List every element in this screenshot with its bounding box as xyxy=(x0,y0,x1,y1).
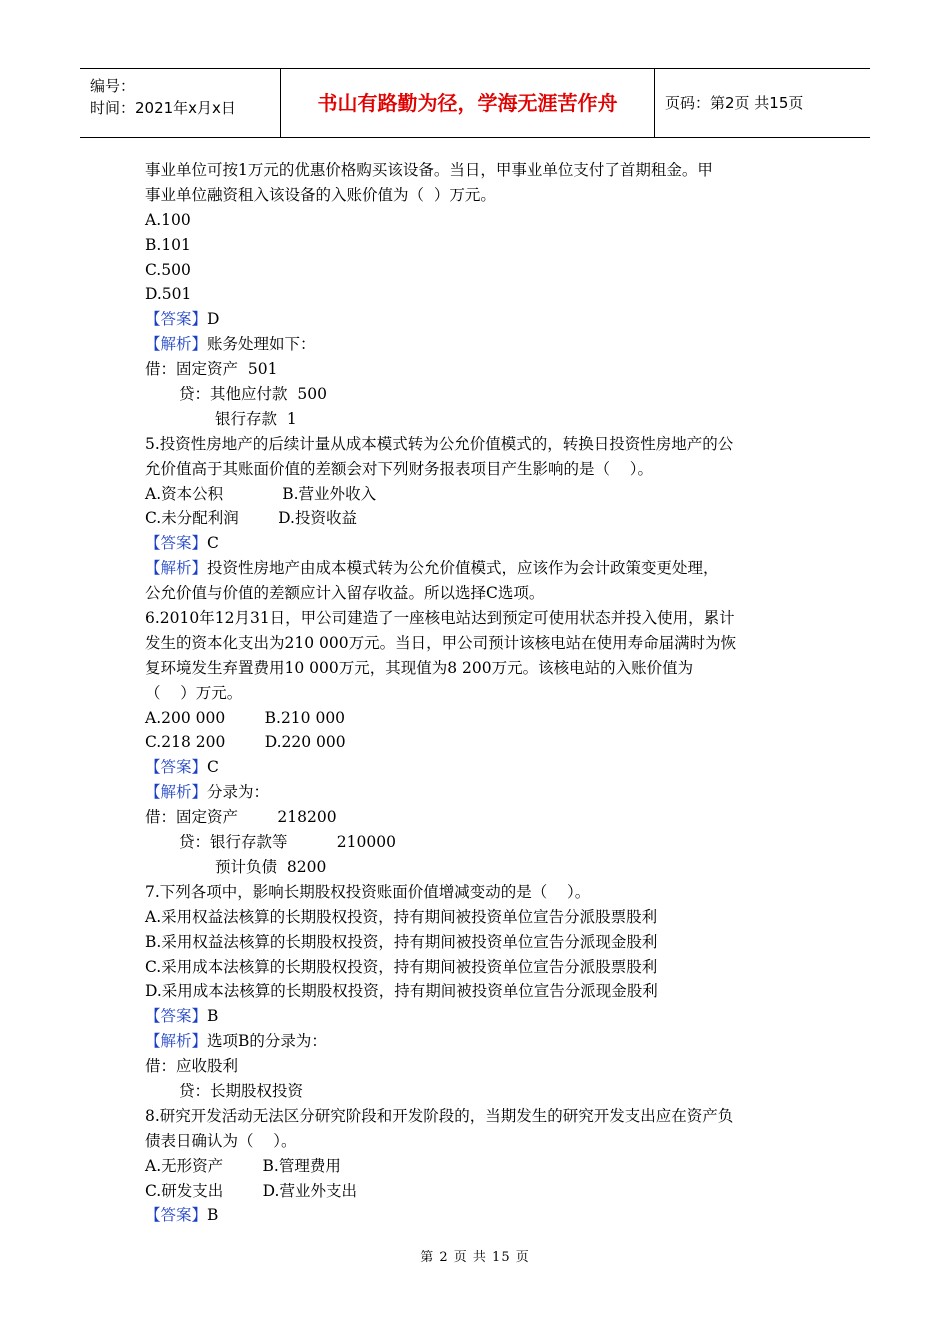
line-text: D.采用成本法核算的长期股权投资，持有期间被投资单位宣告分派现金股利 xyxy=(145,982,658,1001)
text-line xyxy=(145,1154,825,1179)
text-line xyxy=(145,606,825,631)
text-line xyxy=(145,880,825,905)
text-line xyxy=(145,382,825,407)
text-line xyxy=(145,581,825,606)
section-tag: 【答案】 xyxy=(145,1007,208,1026)
section-tag: 【解析】 xyxy=(145,335,208,354)
line-text: 5.投资性房地产的后续计量从成本模式转为公允价值模式的，转换日投资性房地产的公 xyxy=(145,434,734,453)
page-header xyxy=(80,68,870,138)
line-text: 事业单位融资租入该设备的入账价值为（ ）万元。 xyxy=(145,185,496,204)
text-line xyxy=(145,307,825,332)
line-text: D.501 xyxy=(145,285,192,304)
line-text: 借：固定资产 218200 xyxy=(145,808,337,827)
text-line xyxy=(145,556,825,581)
line-text: 7.下列各项中，影响长期股权投资账面价值增减变动的是（ ）。 xyxy=(145,882,591,901)
header-page-info: 页码：第2页 共15页 xyxy=(665,94,804,112)
line-text: A.采用权益法核算的长期股权投资，持有期间被投资单位宣告分派股票股利 xyxy=(145,907,658,926)
line-text: C.218 200 D.220 000 xyxy=(145,733,346,752)
text-line xyxy=(145,407,825,432)
line-text: C.500 xyxy=(145,260,191,279)
text-line xyxy=(145,780,825,805)
line-text: 6.2010年12月31日，甲公司建造了一座核电站达到预定可使用状态并投入使用，累计 xyxy=(145,609,735,628)
number-label: 编号： xyxy=(90,77,136,95)
text-line xyxy=(145,183,825,208)
line-text: B xyxy=(207,1007,219,1026)
line-text: 事业单位可按1万元的优惠价格购买该设备。当日，甲事业单位支付了首期租金。甲 xyxy=(145,161,713,179)
document-body xyxy=(145,158,825,1228)
line-text: 分录为： xyxy=(207,783,270,802)
text-line xyxy=(145,805,825,830)
text-line xyxy=(145,1203,825,1228)
text-line xyxy=(145,955,825,980)
text-line xyxy=(145,855,825,880)
line-text: C.采用成本法核算的长期股权投资，持有期间被投资单位宣告分派股票股利 xyxy=(145,957,658,976)
text-line xyxy=(145,457,825,482)
text-line xyxy=(145,656,825,681)
header-meta xyxy=(80,69,281,137)
line-text: 账务处理如下： xyxy=(207,335,316,354)
section-tag: 【解析】 xyxy=(145,559,208,578)
text-line xyxy=(145,432,825,457)
header-motto: 书山有路勤为径，学海无涯苦作舟 xyxy=(281,69,655,137)
text-line xyxy=(145,208,825,233)
text-line xyxy=(145,1129,825,1154)
text-line xyxy=(145,1029,825,1054)
line-text: C xyxy=(207,534,219,553)
line-text: C xyxy=(207,758,219,777)
line-text: 债表日确认为（ ）。 xyxy=(145,1131,297,1150)
line-text: D xyxy=(207,310,220,329)
line-text: B.101 xyxy=(145,235,191,254)
text-line xyxy=(145,482,825,507)
line-text: 借：应收股利 xyxy=(145,1057,239,1076)
line-text: （ ）万元。 xyxy=(145,683,243,702)
line-text: B xyxy=(207,1206,219,1225)
text-line xyxy=(145,681,825,706)
section-tag: 【答案】 xyxy=(145,534,208,553)
text-line xyxy=(145,706,825,731)
text-line xyxy=(145,506,825,531)
text-line xyxy=(145,830,825,855)
text-line xyxy=(145,930,825,955)
section-tag: 【解析】 xyxy=(145,783,208,802)
text-line xyxy=(145,233,825,258)
line-text: C.未分配利润 D.投资收益 xyxy=(145,509,357,528)
text-line xyxy=(145,282,825,307)
line-text: 贷：长期股权投资 xyxy=(179,1081,304,1100)
text-line xyxy=(145,332,825,357)
section-tag: 【答案】 xyxy=(145,310,208,329)
text-line xyxy=(145,357,825,382)
line-text: 选项B的分录为： xyxy=(207,1032,327,1051)
text-line xyxy=(145,755,825,780)
text-line xyxy=(145,730,825,755)
section-tag: 【解析】 xyxy=(145,1032,208,1051)
text-line xyxy=(145,1079,825,1104)
line-text: C.研发支出 D.营业外支出 xyxy=(145,1181,357,1200)
line-text: 银行存款 1 xyxy=(215,409,297,428)
text-line xyxy=(145,631,825,656)
text-line xyxy=(145,905,825,930)
text-line xyxy=(145,531,825,556)
line-text: 允价值高于其账面价值的差额会对下列财务报表项目产生影响的是（ ）。 xyxy=(145,459,653,478)
line-text: A.200 000 B.210 000 xyxy=(145,708,346,727)
line-text: 8.研究开发活动无法区分研究阶段和开发阶段的，当期发生的研究开发支出应在资产负 xyxy=(145,1106,734,1125)
text-line xyxy=(145,1054,825,1079)
time-label: 时间：2021年x月x日 xyxy=(90,99,236,117)
page-footer: 第 2 页 共 15 页 xyxy=(420,1250,530,1265)
line-text: A.无形资产 B.管理费用 xyxy=(145,1156,341,1175)
line-text: 贷：其他应付款 500 xyxy=(179,385,327,404)
text-line xyxy=(145,158,825,183)
line-text: 借：固定资产 501 xyxy=(145,360,278,379)
line-text: 预计负债 8200 xyxy=(215,857,327,876)
text-line xyxy=(145,258,825,283)
line-text: A.资本公积 B.营业外收入 xyxy=(145,484,377,503)
section-tag: 【答案】 xyxy=(145,1206,208,1225)
line-text: 复环境发生弃置费用10 000万元，其现值为8 200万元。该核电站的入账价值为 xyxy=(145,658,694,677)
line-text: 发生的资本化支出为210 000万元。当日，甲公司预计该核电站在使用寿命届满时为恢 xyxy=(145,633,737,652)
line-text: 投资性房地产由成本模式转为公允价值模式，应该作为会计政策变更处理， xyxy=(207,559,719,578)
text-line xyxy=(145,1104,825,1129)
text-line xyxy=(145,979,825,1004)
section-tag: 【答案】 xyxy=(145,758,208,777)
text-line xyxy=(145,1179,825,1204)
line-text: 公允价值与价值的差额应计入留存收益。所以选择C选项。 xyxy=(145,584,545,603)
line-text: B.采用权益法核算的长期股权投资，持有期间被投资单位宣告分派现金股利 xyxy=(145,932,658,951)
text-line xyxy=(145,1004,825,1029)
line-text: 贷：银行存款等 210000 xyxy=(179,833,396,852)
line-text: A.100 xyxy=(145,210,191,229)
